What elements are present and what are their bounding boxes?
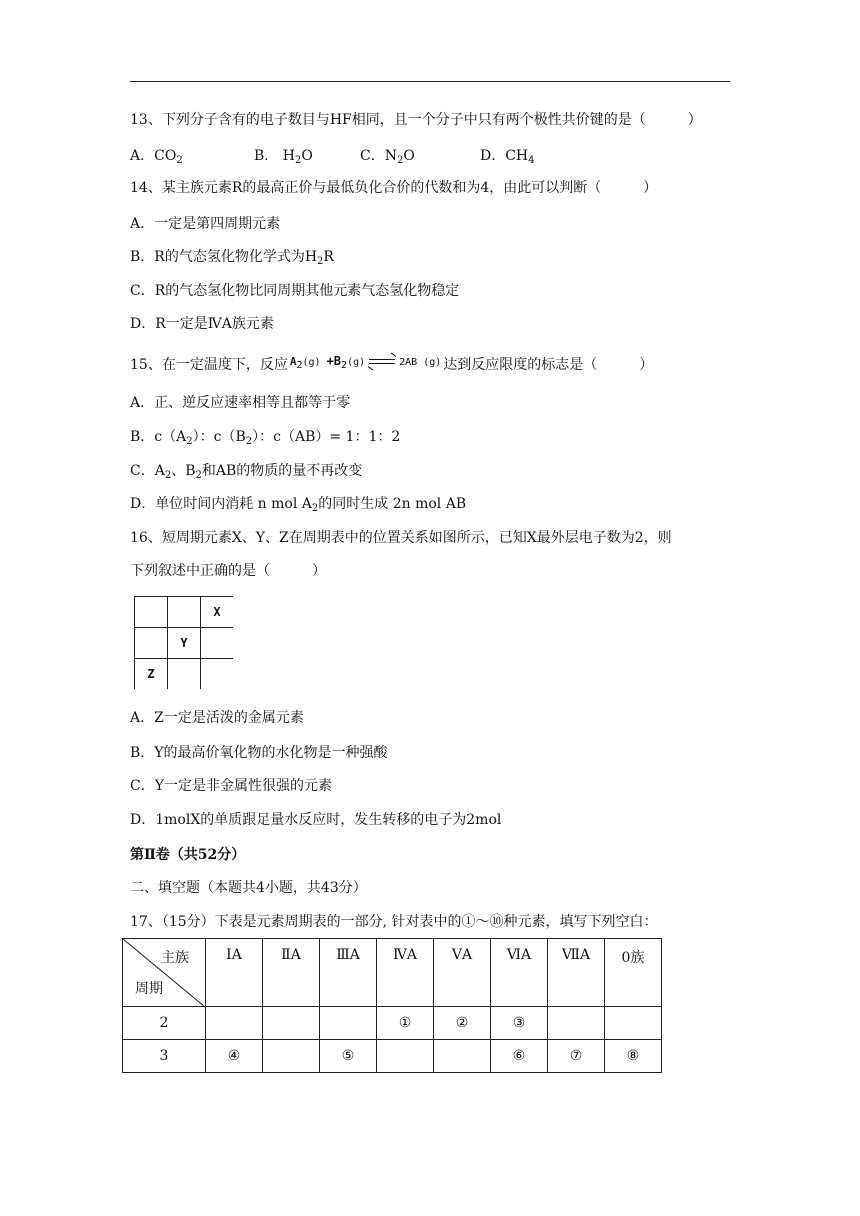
q14-option-d: D．R一定是ⅣA族元素 bbox=[130, 316, 274, 332]
q13-options bbox=[130, 146, 535, 166]
corner-label-period: 周期 bbox=[135, 981, 163, 997]
table-cell bbox=[377, 1040, 434, 1073]
corner-label-group: 主族 bbox=[161, 950, 189, 966]
group-header: ⅦA bbox=[548, 939, 605, 1007]
grid-cell bbox=[135, 628, 168, 659]
grid-cell bbox=[168, 597, 201, 628]
grid-cell bbox=[201, 628, 234, 659]
q16-option-a: A．Z一定是活泼的金属元素 bbox=[130, 710, 304, 726]
q13-stem: 13、下列分子含有的电子数目与HF相同，且一个分子中只有两个极性共价键的是（ ） bbox=[130, 112, 702, 128]
equilibrium-arrow-icon bbox=[369, 358, 395, 366]
q15-stem: 15、在一定温度下，反应 $A_2(g) +B_2(g)$ 2AB (g) 达到反应限度的标志是（ ） bbox=[130, 355, 653, 377]
table-cell bbox=[548, 1007, 605, 1040]
q14-stem: 14、某主族元素R的最高正价与最低负化合价的代数和为4，由此可以判断（ ） bbox=[130, 180, 658, 196]
q16-option-c: C．Y一定是非金属性很强的元素 bbox=[130, 778, 332, 794]
q15-option-c: C．$A_2$、$B_2$和AB的物质的量不再改变 bbox=[130, 463, 363, 481]
q16-stem-line2: 下列叙述中正确的是（ ） bbox=[130, 563, 326, 579]
grid-cell-x: X bbox=[201, 597, 234, 628]
q17-stem: 17、（15分）下表是元素周期表的一部分, 针对表中的①～⑩种元素，填写下列空白： bbox=[130, 914, 658, 930]
table-row bbox=[123, 1007, 662, 1040]
q13-option-c: C．$N_2O$ bbox=[360, 148, 415, 166]
table-cell bbox=[605, 1007, 662, 1040]
reaction-equation: $A_2(g) +B_2(g)$ 2AB (g) bbox=[289, 354, 442, 371]
table-cell bbox=[434, 1040, 491, 1073]
period-label: 2 bbox=[123, 1007, 206, 1040]
q16-option-d: D．1molX的单质跟足量水反应时，发生转移的电子为2mol bbox=[130, 812, 502, 828]
table-cell: ① bbox=[377, 1007, 434, 1040]
q15-option-a: A．正、逆反应速率相等且都等于零 bbox=[130, 395, 351, 411]
table-cell: ③ bbox=[491, 1007, 548, 1040]
group-header: ⅢA bbox=[320, 939, 377, 1007]
group-header: ⅥA bbox=[491, 939, 548, 1007]
table-cell: ② bbox=[434, 1007, 491, 1040]
table-cell bbox=[320, 1007, 377, 1040]
q13-option-a: A．$CO_2$ bbox=[130, 148, 183, 166]
table-cell bbox=[206, 1007, 263, 1040]
q13-option-d: D．$CH_4$ bbox=[480, 148, 535, 166]
grid-cell bbox=[135, 597, 168, 628]
grid-cell-y: Y bbox=[168, 628, 201, 659]
table-corner-cell bbox=[123, 939, 206, 1007]
section-part-heading: 二、填空题（本题共4小题，共43分） bbox=[130, 880, 367, 896]
table-row bbox=[123, 1040, 662, 1073]
table-cell: ⑤ bbox=[320, 1040, 377, 1073]
group-header: ⅣA bbox=[377, 939, 434, 1007]
section-title: 第Ⅱ卷（共52分） bbox=[130, 847, 246, 863]
grid-cell bbox=[168, 659, 201, 690]
q15-option-d: D．单位时间内消耗 n mol $A_2$的同时生成 2n mol AB bbox=[130, 496, 467, 514]
q15-option-b: B．$c(A_2)$：$c(B_2)$：c（AB）= 1：1：2 bbox=[130, 429, 401, 447]
q16-stem-line1: 16、短周期元素X、Y、Z在周期表中的位置关系如图所示，已知X最外层电子数为2，则 bbox=[130, 530, 672, 546]
periodic-table bbox=[122, 938, 662, 1073]
q14-option-b: B．R的气态氢化物化学式为$H_2R$ bbox=[130, 249, 334, 267]
group-header: ⅡA bbox=[263, 939, 320, 1007]
table-cell: ⑧ bbox=[605, 1040, 662, 1073]
table-cell: ⑥ bbox=[491, 1040, 548, 1073]
period-label: 3 bbox=[123, 1040, 206, 1073]
table-cell: ④ bbox=[206, 1040, 263, 1073]
group-header: ⅠA bbox=[206, 939, 263, 1007]
group-header: ⅤA bbox=[434, 939, 491, 1007]
q16-option-b: B．Y的最高价氧化物的水化物是一种强酸 bbox=[130, 745, 388, 761]
grid-cell-z: Z bbox=[135, 659, 168, 690]
header-rule bbox=[130, 81, 730, 82]
q14-option-c: C．R的气态氢化物比同周期其他元素气态氢化物稳定 bbox=[130, 283, 460, 299]
q13-option-b: B． $H_2O$ bbox=[254, 148, 313, 166]
table-cell bbox=[263, 1040, 320, 1073]
position-grid bbox=[134, 596, 233, 689]
q14-option-a: A．一定是第四周期元素 bbox=[130, 216, 281, 232]
table-cell bbox=[263, 1007, 320, 1040]
grid-cell bbox=[201, 659, 234, 690]
table-cell: ⑦ bbox=[548, 1040, 605, 1073]
group-header: 0族 bbox=[605, 939, 662, 1007]
